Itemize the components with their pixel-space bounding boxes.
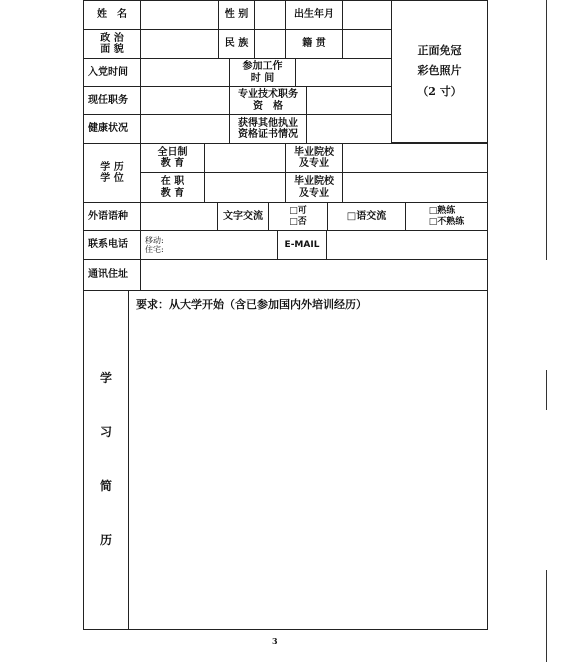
written-options[interactable]	[268, 202, 328, 231]
edu-label-2: 学 位	[100, 173, 124, 184]
written-option-yes[interactable]: □可	[289, 206, 307, 217]
native-place-field[interactable]	[342, 29, 392, 59]
fulltime-label-1: 全日制	[157, 146, 188, 158]
fulltime-label-2: 教 育	[160, 158, 185, 169]
phone-label: 联系电话	[83, 230, 141, 260]
political-label-1: 政 治	[100, 32, 124, 44]
ethnicity-field[interactable]	[254, 29, 286, 59]
parttime-label	[140, 172, 205, 203]
political-field[interactable]	[140, 29, 219, 59]
political-label	[83, 29, 141, 59]
work-start-field[interactable]	[295, 58, 392, 87]
tech-post-label-1: 专业技术职务	[238, 89, 298, 100]
birth-field[interactable]	[342, 0, 392, 30]
school-field[interactable]	[342, 143, 488, 173]
resume-label	[83, 290, 129, 630]
home-label: 住宅:	[145, 245, 164, 254]
tech-post-label-2: 资 格	[253, 100, 283, 112]
cert-label-2: 资格证书情况	[238, 129, 298, 140]
cert-label-1: 获得其他执业	[238, 117, 298, 129]
work-start-label	[229, 58, 296, 87]
oral-options[interactable]	[405, 202, 488, 231]
oral-option-not-fluent[interactable]: □不熟练	[428, 216, 465, 227]
party-join-field[interactable]	[140, 58, 230, 87]
ethnicity-label: 民 族	[218, 29, 255, 59]
school-label-2: 及专业	[299, 158, 329, 169]
foreign-lang-field[interactable]	[140, 202, 218, 231]
tech-post-field[interactable]	[306, 86, 392, 115]
gender-label: 性 别	[218, 0, 255, 30]
native-place-label: 籍 贯	[285, 29, 343, 59]
photo-text-1: 正面免冠	[417, 43, 462, 57]
cert-label	[229, 114, 307, 144]
party-join-label: 入党时间	[83, 58, 141, 87]
scan-edge-line	[546, 0, 547, 260]
resume-requirement: 要求：从大学开始（含已参加国内外培训经历）	[136, 298, 367, 311]
foreign-lang-label: 外语语种	[83, 202, 141, 231]
email-field[interactable]	[326, 230, 488, 260]
edu-label	[83, 143, 141, 203]
address-field[interactable]	[140, 259, 488, 291]
fulltime-label	[140, 143, 205, 173]
parttime-field[interactable]	[204, 172, 286, 203]
work-start-label-1: 参加工作	[242, 61, 283, 72]
political-label-2: 面 貌	[100, 44, 124, 55]
phone-field[interactable]	[140, 230, 278, 260]
resume-char-2: 习	[99, 425, 112, 440]
photo-box[interactable]	[391, 0, 488, 143]
current-post-field[interactable]	[140, 86, 230, 115]
resume-field[interactable]	[128, 290, 488, 630]
scan-edge-line	[546, 570, 547, 662]
birth-label: 出生年月	[285, 0, 343, 30]
mobile-label: 移动:	[145, 235, 164, 245]
name-field[interactable]	[140, 0, 219, 30]
name-label: 姓 名	[83, 0, 141, 30]
written-label: 文字交流	[217, 202, 269, 231]
written-option-no[interactable]: □否	[289, 216, 307, 227]
school2-label	[285, 172, 343, 203]
oral-label: □语交流	[327, 202, 406, 231]
gender-field[interactable]	[254, 0, 286, 30]
address-label: 通讯住址	[83, 259, 141, 291]
page-number: 3	[272, 636, 278, 646]
school2-label-2: 及专业	[299, 187, 329, 199]
tech-post-label	[229, 86, 307, 115]
photo-text-2: 彩色照片	[417, 64, 462, 78]
school2-field[interactable]	[342, 172, 488, 203]
work-start-label-2: 时 间	[250, 72, 275, 84]
edu-label-1: 学 历	[100, 161, 124, 173]
scan-edge-line	[546, 370, 547, 410]
resume-char-1: 学	[99, 371, 112, 386]
oral-option-fluent[interactable]: □熟练	[428, 206, 456, 217]
current-post-label: 现任职务	[83, 86, 141, 115]
cert-field[interactable]	[306, 114, 392, 144]
fulltime-field[interactable]	[204, 143, 286, 173]
email-label: E-MAIL	[277, 230, 327, 260]
parttime-label-2: 教 育	[160, 187, 185, 199]
health-label: 健康状况	[83, 114, 141, 144]
resume-char-4: 历	[99, 532, 112, 547]
resume-char-3: 简	[99, 479, 112, 493]
health-field[interactable]	[140, 114, 230, 144]
school-label	[285, 143, 343, 173]
photo-text-3: （2 寸）	[417, 84, 462, 98]
parttime-label-1: 在 职	[160, 176, 185, 187]
school-label-1: 毕业院校	[294, 146, 334, 158]
school2-label-1: 毕业院校	[294, 176, 334, 187]
